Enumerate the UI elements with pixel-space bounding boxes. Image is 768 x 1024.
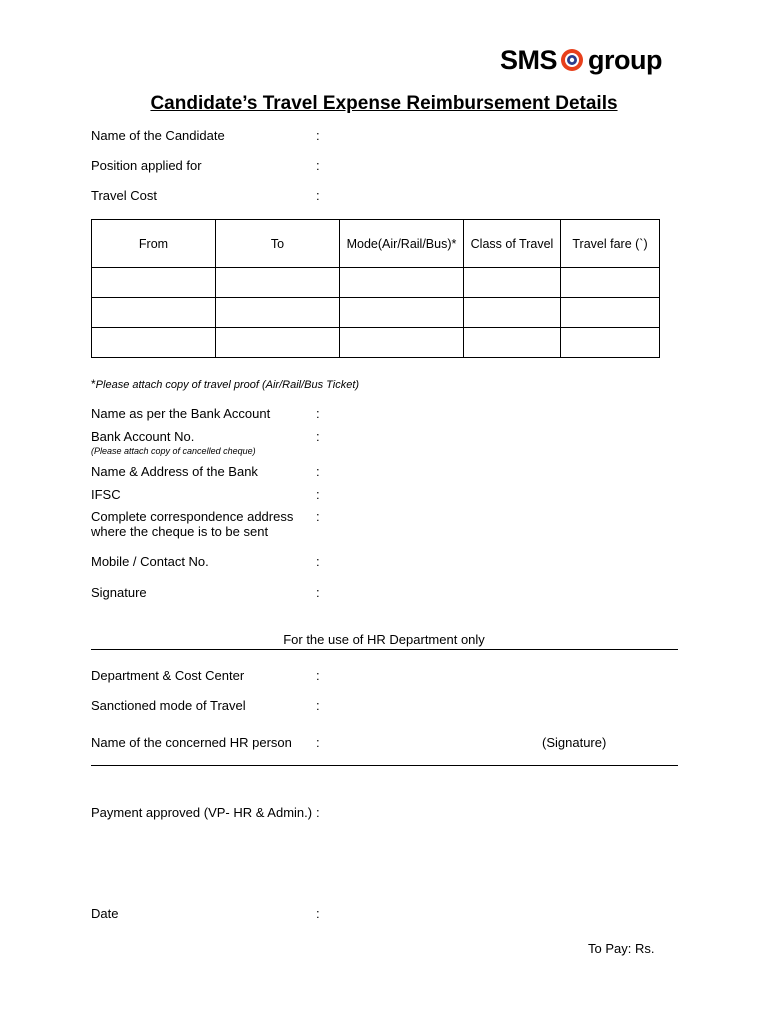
payment-approved-colon: : [316,805,320,820]
table-row [92,268,660,298]
bank-address-colon: : [316,464,320,479]
account-no-note: (Please attach copy of cancelled cheque) [91,446,256,456]
header-from: From [92,220,216,268]
date-colon: : [316,906,320,921]
header-class: Class of Travel [464,220,561,268]
department-label: Department & Cost Center [91,668,245,683]
table-cell[interactable] [561,268,660,298]
correspondence-label-line2: where the cheque is to be sent [91,524,269,539]
sanctioned-mode-colon: : [316,698,320,713]
travel-cost-colon: : [316,188,320,203]
travel-proof-note [91,377,359,392]
travel-cost-label: Travel Cost [91,188,157,203]
ifsc-label: IFSC [91,487,121,502]
account-no-label: Bank Account No. [91,429,195,444]
correspondence-label-line1: Complete correspondence address [91,509,294,524]
table-cell[interactable] [92,268,216,298]
note-text: Please attach copy of travel proof (Air/Rail/Bus Ticket) [95,379,360,391]
header-to: To [216,220,340,268]
table-cell[interactable] [464,328,561,358]
hr-section-divider-bottom [91,765,678,766]
table-cell[interactable] [464,268,561,298]
hr-section-heading: For the use of HR Department only [283,632,485,647]
candidate-name-label: Name of the Candidate [91,128,225,143]
table-header-row [92,220,660,268]
position-colon: : [316,158,320,173]
header-mode: Mode(Air/Rail/Bus)* [340,220,464,268]
table-cell[interactable] [216,268,340,298]
table-row [92,298,660,328]
travel-table [91,219,660,358]
bank-name-colon: : [316,406,320,421]
bank-address-label: Name & Address of the Bank [91,464,258,479]
to-pay-label: To Pay: Rs. [588,941,655,956]
ifsc-colon: : [316,487,320,502]
hr-section-divider-top [91,649,678,650]
table-cell[interactable] [340,328,464,358]
bank-name-label: Name as per the Bank Account [91,406,271,421]
signature-colon: : [316,585,320,600]
logo-text-sms: SMS [500,45,558,75]
hr-signature-label: (Signature) [542,735,607,750]
table-cell[interactable] [216,328,340,358]
table-cell[interactable] [561,328,660,358]
table-cell[interactable] [464,298,561,328]
company-logo [500,44,662,76]
payment-approved-label: Payment approved (VP- HR & Admin.) [91,805,313,820]
logo-mark-icon [560,48,584,72]
candidate-name-colon: : [316,128,320,143]
mobile-label: Mobile / Contact No. [91,554,209,569]
account-no-colon: : [316,429,320,444]
sanctioned-mode-label: Sanctioned mode of Travel [91,698,246,713]
table-cell[interactable] [92,328,216,358]
correspondence-colon: : [316,509,320,524]
note-asterisk: * [91,377,96,391]
table-cell[interactable] [92,298,216,328]
table-row [92,328,660,358]
department-colon: : [316,668,320,683]
header-fare: Travel fare (`) [561,220,660,268]
hr-person-label: Name of the concerned HR person [91,735,292,750]
hr-person-colon: : [316,735,320,750]
table-cell[interactable] [561,298,660,328]
logo-text-group: group [588,45,662,75]
table-cell[interactable] [340,268,464,298]
table-cell[interactable] [340,298,464,328]
mobile-colon: : [316,554,320,569]
form-title: Candidate’s Travel Expense Reimbursement Details [150,93,618,114]
date-label: Date [91,906,119,921]
signature-label: Signature [91,585,147,600]
table-cell[interactable] [216,298,340,328]
position-label: Position applied for [91,158,202,173]
